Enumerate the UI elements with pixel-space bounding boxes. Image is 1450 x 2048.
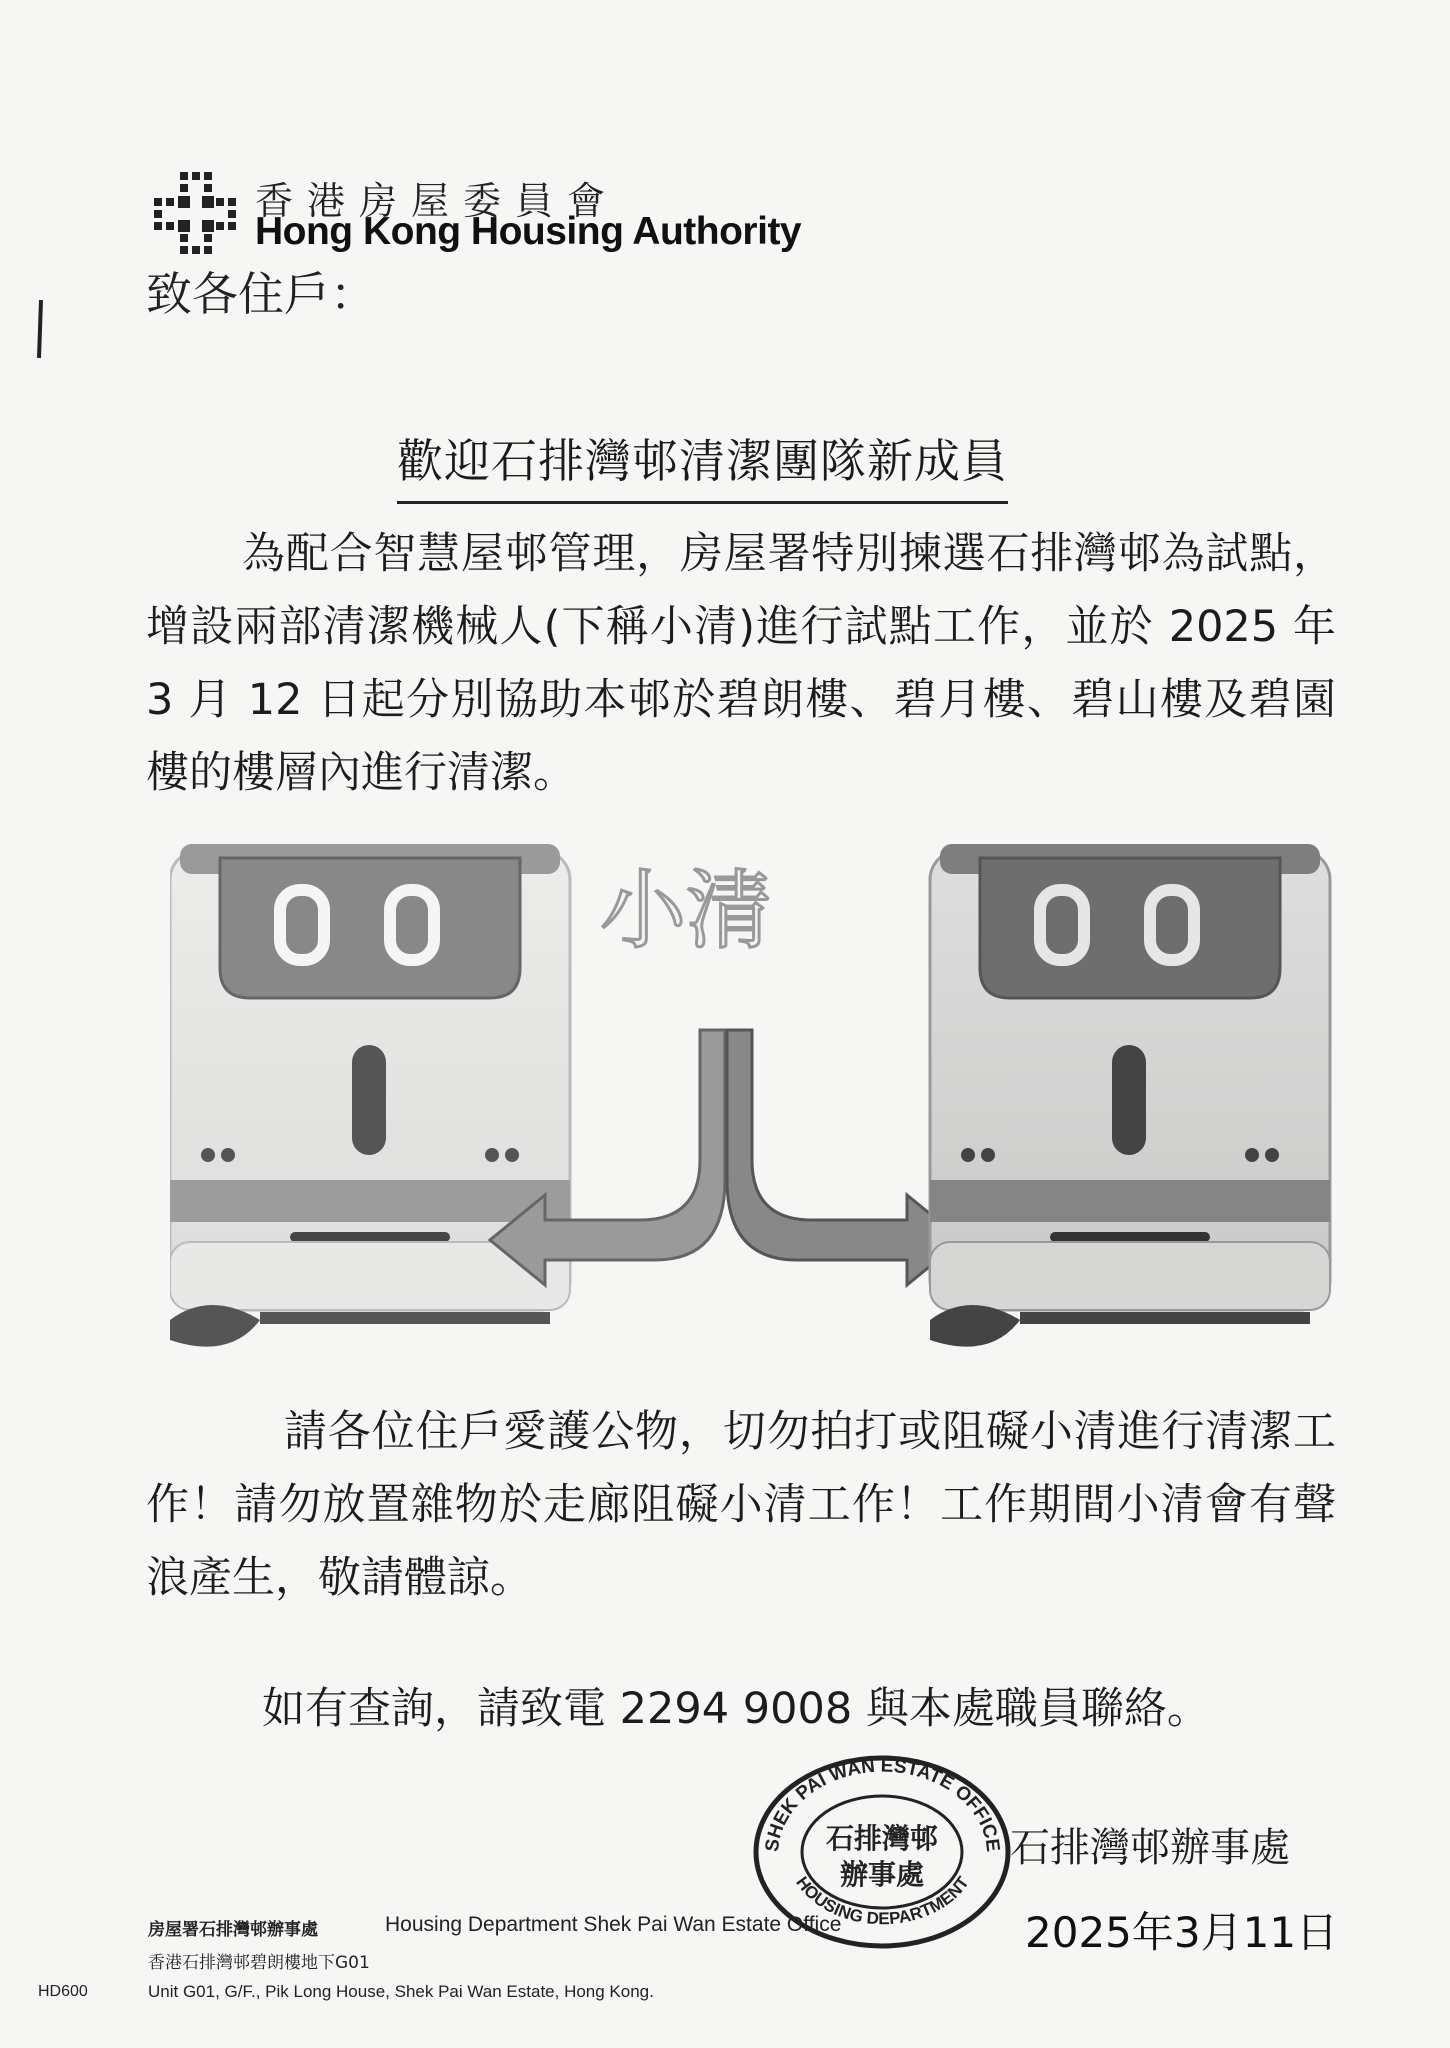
robot-illustration: [170, 830, 1350, 1370]
stamp-text-top: SHEK PAI WAN ESTATE OFFICE: [761, 1755, 1004, 1853]
org-name-zh: 香港房屋委員會: [255, 179, 620, 223]
footer-address-zh: 香港石排灣邨碧朗樓地下G01: [148, 1953, 370, 1973]
housing-authority-logo: [150, 168, 240, 258]
signature-office: 石排灣邨辦事處: [1010, 1825, 1290, 1871]
form-code: HD600: [38, 1983, 88, 2000]
signature-date: 2025年3月11日: [1025, 1908, 1339, 1957]
request-paragraph: 請各位住戶愛護公物，切勿拍打或阻礙小清進行清潔工作！請勿放置雜物於走廊阻礙小清工作！工作期間小清會有聲浪產生，敬請體諒。: [146, 1407, 1336, 1603]
robot-left: [170, 844, 570, 1347]
footer-office-en: Housing Department Shek Pai Wan Estate Office: [385, 1913, 842, 1936]
org-name-en: Hong Kong Housing Authority: [255, 210, 802, 253]
stamp-text-bottom: HOUSING DEPARTMENT: [792, 1873, 973, 1929]
robot-right: [930, 844, 1330, 1347]
stamp-inner-line1: 石排灣邨: [825, 1822, 939, 1855]
scan-mark: [37, 300, 43, 358]
salutation: 致各住戶：: [146, 267, 376, 321]
stamp-inner-line2: 辦事處: [839, 1858, 925, 1891]
footer-address-en: Unit G01, G/F., Pik Long House, Shek Pai Wan Estate, Hong Kong.: [148, 1982, 654, 2001]
arrow-right-icon: [727, 1030, 962, 1285]
enquiry-line: 如有查詢，請致電 2294 9008 與本處職員聯絡。: [262, 1684, 1210, 1734]
notice-title: 歡迎石排灣邨清潔團隊新成員: [397, 425, 1008, 504]
robot-name-label: 小清: [600, 861, 772, 961]
intro-paragraph: 為配合智慧屋邨管理，房屋署特別揀選石排灣邨為試點，增設兩部清潔機械人(下稱小清)進行試點工作，並於 2025 年 3 月 12 日起分別協助本邨於碧朗樓、碧月樓、碧山樓及碧園樓的樓層內進行清潔。: [146, 529, 1336, 798]
footer-office-zh: 房屋署石排灣邨辦事處: [148, 1920, 318, 1940]
